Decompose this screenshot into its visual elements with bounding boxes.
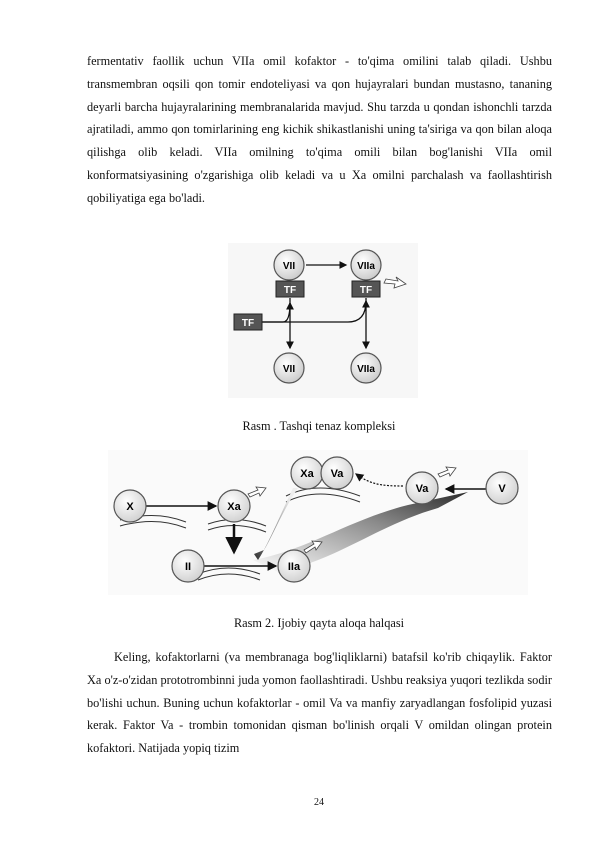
svg-text:X: X — [126, 501, 134, 513]
factor-vii-top — [274, 250, 304, 280]
svg-text:II: II — [184, 561, 192, 573]
svg-text:TF: TF — [241, 318, 255, 329]
body-paragraph-1: fermentativ faollik uchun VIIa omil kofaktor - to'qima omilini talab qiladi. Ushbu transmembran oqsili qon tomir endoteliyasi va qon hujayralari bundan mustasno, tananing deyarli barcha hujayralarining membranalarida mavjud. Shu tarzda u qondan ishonchli tarzda ajratiladi, ammo qon tomirlarining eng kichik shikastlanishi uning ta'siriga va qon bilan aloqa qilishga olib keladi. VIIa omilning to'qima omili bilan bog'lanishi VIIa omil konformatsiyasining o'zgarishiga olib keladi va u Xa omilni parchalash va faollashtirish qobiliyatiga ega bo'ladi. — [87, 54, 552, 205]
svg-text:Va: Va — [330, 468, 344, 480]
svg-text:IIa: IIa — [287, 561, 301, 573]
factor-va — [406, 472, 438, 504]
factor-xa-complex — [291, 457, 323, 489]
tf-box-free — [234, 314, 262, 330]
figure-2-caption: Rasm 2. Ijobiy qayta aloqa halqasi — [233, 616, 405, 630]
svg-text:Xa: Xa — [227, 501, 241, 513]
tenase-complex-diagram — [228, 243, 418, 398]
svg-text:TF: TF — [359, 285, 373, 296]
svg-text:TF: TF — [283, 285, 297, 296]
svg-text:VIIa: VIIa — [357, 261, 375, 272]
feedback-loop-diagram — [108, 450, 528, 595]
svg-text:V: V — [498, 483, 506, 495]
svg-text:Va: Va — [415, 483, 429, 495]
figure-1-caption: Rasm . Tashqi tenaz kompleksi — [242, 419, 396, 433]
factor-viia-bottom — [351, 353, 381, 383]
factor-viia-top — [351, 250, 381, 280]
tf-box-right — [352, 281, 380, 297]
page-number: 24 — [314, 797, 324, 808]
tf-box-left — [276, 281, 304, 297]
factor-va-complex — [321, 457, 353, 489]
factor-x — [114, 490, 146, 522]
factor-iia — [278, 550, 310, 582]
body-paragraph-2: Keling, kofaktorlarni (va membranaga bog'liqliklarni) batafsil ko'rib chiqaylik. Faktor Xa o'z-o'zidan prototrombinni juda yomon faollashtiradi. Ushbu reaksiya yuqori tezlikda sodir bo'lishi uchun. Buning uchun kofaktorlar - omil Va va manfiy zaryadlangan fosfolipid yuzasi kerak. Faktor Va - trombin tomonidan qisman bo'linish orqali V omildan olingan protein kofaktori. Natijada yopiq tizim — [87, 650, 552, 756]
svg-text:VII: VII — [282, 364, 296, 375]
factor-ii — [172, 550, 204, 582]
factor-xa — [218, 490, 250, 522]
factor-vii-bottom — [274, 353, 304, 383]
svg-text:VII: VII — [282, 261, 296, 272]
svg-text:Xa: Xa — [300, 468, 314, 480]
svg-text:VIIa: VIIa — [357, 364, 375, 375]
factor-v — [486, 472, 518, 504]
